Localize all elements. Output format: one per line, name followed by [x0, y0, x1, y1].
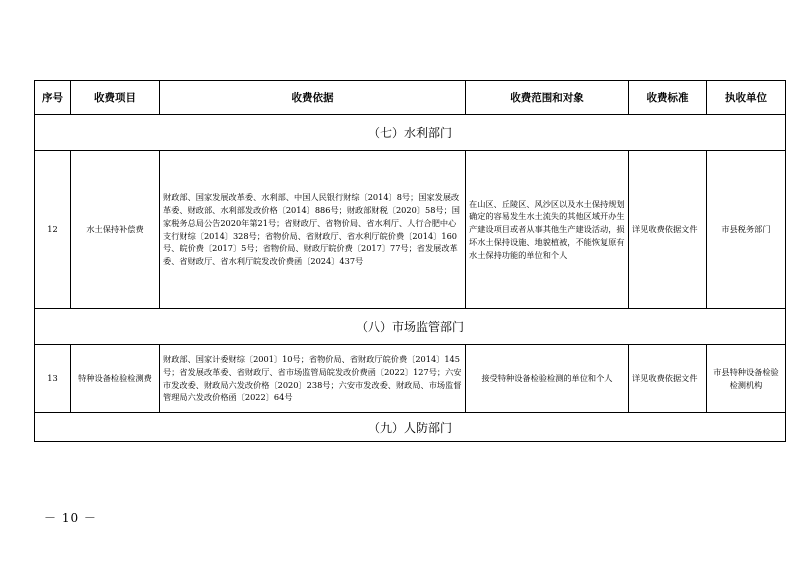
row-standard: 详见收费依据文件	[629, 151, 707, 309]
row-unit: 市县税务部门	[707, 151, 786, 309]
page-number: － 10 －	[44, 511, 97, 525]
row-item: 水土保持补偿费	[71, 151, 160, 309]
table-row	[35, 345, 786, 413]
header-scope: 收费范围和对象	[466, 81, 629, 115]
fee-table	[34, 80, 786, 442]
row-basis: 财政部、国家计委财综〔2001〕10号；省物价局、省财政厅皖价费〔2014〕145号；省发展改革委、省财政厅、省市场监管局皖发改价费函〔2022〕127号；六安市发改委、财政局六发改价格〔2020〕238号；六安市发改委、财政局、市场监督管理局六发改价格函〔2022〕64号	[160, 345, 466, 413]
row-basis: 财政部、国家发展改革委、水利部、中国人民银行财综〔2014〕8号；国家发展改革委、财政部、水利部发改价格〔2014〕886号；财政部财税〔2020〕58号；国家税务总局公告2020年第21号；省财政厅、省物价局、省水利厅、人行合肥中心支行财综〔2014〕328号；省物价局、省财政厅、省水利厅皖价费〔2014〕160号、皖价费〔2017〕5号；省物价局、财政厅皖价费〔2017〕77号；省发展改革委、省财政厅、省水利厅皖发改价费函〔2024〕437号	[160, 151, 466, 309]
row-scope: 接受特种设备检验检测的单位和个人	[466, 345, 629, 413]
header-unit: 执收单位	[707, 81, 786, 115]
section-title: （八）市场监管部门	[35, 309, 786, 345]
header-no: 序号	[35, 81, 71, 115]
section-title: （九）人防部门	[35, 413, 786, 442]
section-row-water	[35, 115, 786, 151]
row-item: 特种设备检验检测费	[71, 345, 160, 413]
section-row-civil-defense	[35, 413, 786, 442]
section-title: （七）水利部门	[35, 115, 786, 151]
header-item: 收费项目	[71, 81, 160, 115]
section-row-market	[35, 309, 786, 345]
header-standard: 收费标准	[629, 81, 707, 115]
table-header-row	[35, 81, 786, 115]
header-basis: 收费依据	[160, 81, 466, 115]
table-row	[35, 151, 786, 309]
row-scope: 在山区、丘陵区、风沙区以及水土保持规划确定的容易发生水土流失的其他区域开办生产建设项目或者从事其他生产建设活动，损坏水土保持设施、地貌植被，不能恢复原有水土保持功能的单位和个人	[466, 151, 629, 309]
row-no: 12	[35, 151, 71, 309]
row-standard: 详见收费依据文件	[629, 345, 707, 413]
row-unit: 市县特种设备检验检测机构	[707, 345, 786, 413]
row-no: 13	[35, 345, 71, 413]
